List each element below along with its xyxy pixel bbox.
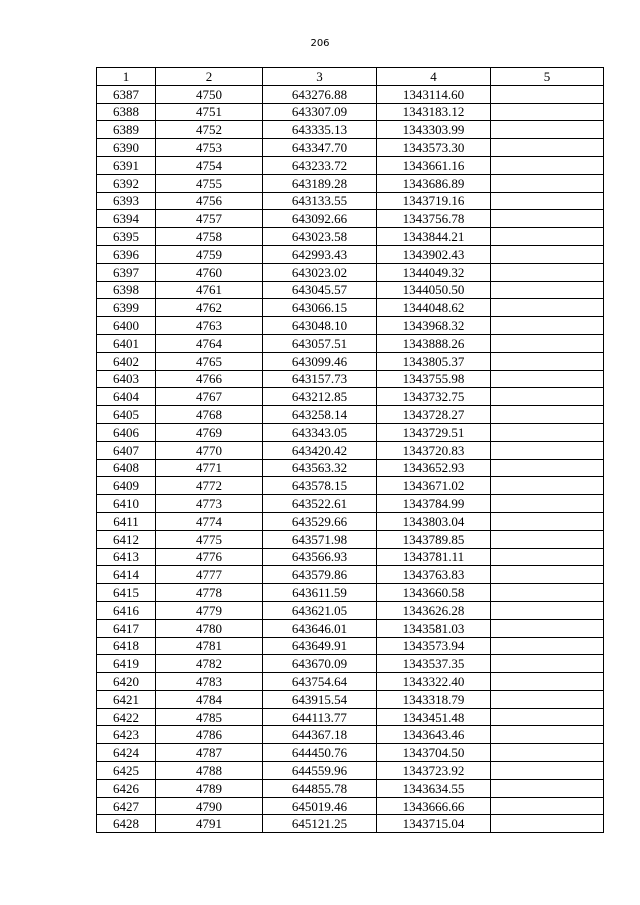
table-row (97, 121, 604, 139)
table-row (97, 762, 604, 780)
table-cell (491, 530, 604, 548)
column-header: 3 (263, 68, 377, 86)
table-cell: 1343634.55 (377, 779, 491, 797)
table-cell: 1343686.89 (377, 174, 491, 192)
table-cell: 6389 (97, 121, 156, 139)
table-cell (491, 726, 604, 744)
table-cell: 6394 (97, 210, 156, 228)
table-cell: 1343803.04 (377, 512, 491, 530)
table-cell (491, 370, 604, 388)
table-cell: 4750 (156, 85, 263, 103)
table-cell: 1344048.62 (377, 299, 491, 317)
table-row (97, 797, 604, 815)
table-row (97, 459, 604, 477)
table-row (97, 690, 604, 708)
table-cell (491, 406, 604, 424)
table-cell: 1343781.11 (377, 548, 491, 566)
table-cell: 1343573.94 (377, 637, 491, 655)
table-row (97, 512, 604, 530)
table-cell (491, 815, 604, 833)
table-cell: 6428 (97, 815, 156, 833)
table-cell (491, 210, 604, 228)
table-row (97, 637, 604, 655)
table-cell (491, 156, 604, 174)
table-cell: 6392 (97, 174, 156, 192)
table-cell: 1343322.40 (377, 673, 491, 691)
table-cell: 643915.54 (263, 690, 377, 708)
table-cell: 6402 (97, 352, 156, 370)
table-cell: 6396 (97, 245, 156, 263)
table-cell: 6395 (97, 228, 156, 246)
table-row (97, 744, 604, 762)
table-cell: 4781 (156, 637, 263, 655)
table-cell: 6410 (97, 495, 156, 513)
table-cell: 4758 (156, 228, 263, 246)
table-cell (491, 673, 604, 691)
table-cell (491, 139, 604, 157)
table-cell (491, 779, 604, 797)
table-cell: 643578.15 (263, 477, 377, 495)
table-cell: 4776 (156, 548, 263, 566)
table-cell: 6420 (97, 673, 156, 691)
table-cell: 6387 (97, 85, 156, 103)
table-row (97, 619, 604, 637)
table-cell: 4763 (156, 317, 263, 335)
table-cell (491, 103, 604, 121)
table-cell: 643099.46 (263, 352, 377, 370)
table-cell: 6418 (97, 637, 156, 655)
table-cell: 1343537.35 (377, 655, 491, 673)
table-cell (491, 317, 604, 335)
table-cell (491, 334, 604, 352)
table-cell: 6412 (97, 530, 156, 548)
table-cell: 643646.01 (263, 619, 377, 637)
table-cell: 1343755.98 (377, 370, 491, 388)
table-cell: 1343968.32 (377, 317, 491, 335)
table-cell: 6407 (97, 441, 156, 459)
table-cell (491, 459, 604, 477)
table-cell: 1343720.83 (377, 441, 491, 459)
table-cell: 4754 (156, 156, 263, 174)
table-cell (491, 548, 604, 566)
table-cell: 4783 (156, 673, 263, 691)
table-row (97, 673, 604, 691)
table-cell: 6406 (97, 423, 156, 441)
coordinates-table (96, 67, 604, 833)
table-row (97, 566, 604, 584)
table-row (97, 530, 604, 548)
table-cell: 643343.05 (263, 423, 377, 441)
table-cell: 6411 (97, 512, 156, 530)
table-cell: 4780 (156, 619, 263, 637)
table-cell: 4771 (156, 459, 263, 477)
table-cell: 643157.73 (263, 370, 377, 388)
table-cell: 4751 (156, 103, 263, 121)
table-cell: 643347.70 (263, 139, 377, 157)
table-cell: 6405 (97, 406, 156, 424)
table-cell: 6393 (97, 192, 156, 210)
table-cell: 6409 (97, 477, 156, 495)
table-cell: 1343715.04 (377, 815, 491, 833)
table-cell: 6426 (97, 779, 156, 797)
table-cell (491, 601, 604, 619)
table-row (97, 423, 604, 441)
table-cell: 6414 (97, 566, 156, 584)
table-cell: 644855.78 (263, 779, 377, 797)
table-row (97, 601, 604, 619)
table-cell: 1343719.16 (377, 192, 491, 210)
table-cell: 4778 (156, 584, 263, 602)
table-cell (491, 441, 604, 459)
table-cell: 1343729.51 (377, 423, 491, 441)
table-cell: 1343728.27 (377, 406, 491, 424)
table-cell: 6404 (97, 388, 156, 406)
table-cell: 1343756.78 (377, 210, 491, 228)
table-cell (491, 708, 604, 726)
table-cell (491, 512, 604, 530)
table-row (97, 352, 604, 370)
table-cell: 1343789.85 (377, 530, 491, 548)
table-row (97, 228, 604, 246)
table-cell: 4761 (156, 281, 263, 299)
table-cell (491, 423, 604, 441)
table-body (97, 85, 604, 832)
table-cell: 643335.13 (263, 121, 377, 139)
table-cell: 4777 (156, 566, 263, 584)
table-cell (491, 477, 604, 495)
table-cell: 4774 (156, 512, 263, 530)
table-cell: 4760 (156, 263, 263, 281)
table-row (97, 263, 604, 281)
table-cell: 6390 (97, 139, 156, 157)
table-cell: 6403 (97, 370, 156, 388)
table-cell: 643579.86 (263, 566, 377, 584)
table-cell: 643522.61 (263, 495, 377, 513)
table-row (97, 245, 604, 263)
table-cell (491, 228, 604, 246)
table-row (97, 299, 604, 317)
table-cell (491, 619, 604, 637)
table-cell: 643057.51 (263, 334, 377, 352)
table-cell: 4752 (156, 121, 263, 139)
table-cell: 1344049.32 (377, 263, 491, 281)
table-cell: 4784 (156, 690, 263, 708)
table-cell (491, 121, 604, 139)
table-cell (491, 566, 604, 584)
table-cell: 6399 (97, 299, 156, 317)
table-cell (491, 744, 604, 762)
table-cell: 4790 (156, 797, 263, 815)
table-cell: 6425 (97, 762, 156, 780)
table-cell: 1343805.37 (377, 352, 491, 370)
table-cell (491, 192, 604, 210)
table-cell: 1343652.93 (377, 459, 491, 477)
table-cell: 1343303.99 (377, 121, 491, 139)
table-cell: 4765 (156, 352, 263, 370)
table-cell (491, 174, 604, 192)
table-cell: 4769 (156, 423, 263, 441)
table-cell: 645121.25 (263, 815, 377, 833)
table-cell: 4785 (156, 708, 263, 726)
table-cell: 6422 (97, 708, 156, 726)
table-cell: 643023.02 (263, 263, 377, 281)
table-row (97, 815, 604, 833)
table-cell: 6397 (97, 263, 156, 281)
table-cell: 1343844.21 (377, 228, 491, 246)
table-cell: 643670.09 (263, 655, 377, 673)
table-cell: 644450.76 (263, 744, 377, 762)
table-cell: 643048.10 (263, 317, 377, 335)
table-cell (491, 245, 604, 263)
table-cell (491, 797, 604, 815)
table-cell: 643611.59 (263, 584, 377, 602)
table-row (97, 370, 604, 388)
table-cell: 4764 (156, 334, 263, 352)
table-cell (491, 584, 604, 602)
table-cell: 643212.85 (263, 388, 377, 406)
table-cell: 1343626.28 (377, 601, 491, 619)
table-cell: 643563.32 (263, 459, 377, 477)
table-cell: 1344050.50 (377, 281, 491, 299)
table-row (97, 334, 604, 352)
table-cell: 1343763.83 (377, 566, 491, 584)
table-cell: 4782 (156, 655, 263, 673)
table-cell: 4757 (156, 210, 263, 228)
table-row (97, 210, 604, 228)
table-cell: 643754.64 (263, 673, 377, 691)
table-cell: 643045.57 (263, 281, 377, 299)
table-cell: 4770 (156, 441, 263, 459)
table-cell: 1343784.99 (377, 495, 491, 513)
table-cell: 1343451.48 (377, 708, 491, 726)
table-row (97, 477, 604, 495)
table-cell: 4756 (156, 192, 263, 210)
table-cell: 6427 (97, 797, 156, 815)
table-cell: 4762 (156, 299, 263, 317)
table-cell: 1343114.60 (377, 85, 491, 103)
table-row (97, 779, 604, 797)
table-cell: 643066.15 (263, 299, 377, 317)
table-cell: 6424 (97, 744, 156, 762)
table-cell (491, 388, 604, 406)
table-row (97, 584, 604, 602)
table-cell: 643529.66 (263, 512, 377, 530)
table-cell (491, 299, 604, 317)
table-cell: 643566.93 (263, 548, 377, 566)
table-cell: 4787 (156, 744, 263, 762)
table-cell: 6398 (97, 281, 156, 299)
table-cell (491, 495, 604, 513)
table-row (97, 174, 604, 192)
table-cell: 1343573.30 (377, 139, 491, 157)
table-cell: 6416 (97, 601, 156, 619)
table-row (97, 708, 604, 726)
page-number: 206 (310, 38, 330, 49)
column-header: 1 (97, 68, 156, 86)
table-cell: 4755 (156, 174, 263, 192)
table-cell: 4788 (156, 762, 263, 780)
table-cell: 644113.77 (263, 708, 377, 726)
table-cell: 643092.66 (263, 210, 377, 228)
table-cell: 6401 (97, 334, 156, 352)
table-row (97, 317, 604, 335)
table-cell: 1343723.92 (377, 762, 491, 780)
table-cell: 6421 (97, 690, 156, 708)
table-cell: 4791 (156, 815, 263, 833)
table-cell: 1343704.50 (377, 744, 491, 762)
table-cell: 4786 (156, 726, 263, 744)
table-cell: 6413 (97, 548, 156, 566)
column-header: 2 (156, 68, 263, 86)
table-row (97, 726, 604, 744)
table-cell: 6417 (97, 619, 156, 637)
table-row (97, 388, 604, 406)
table-cell: 1343732.75 (377, 388, 491, 406)
table-cell: 4772 (156, 477, 263, 495)
table-row (97, 281, 604, 299)
table-row (97, 192, 604, 210)
table-cell: 1343660.58 (377, 584, 491, 602)
table-cell: 1343671.02 (377, 477, 491, 495)
table-cell: 4766 (156, 370, 263, 388)
table-cell: 1343581.03 (377, 619, 491, 637)
table-cell: 1343902.43 (377, 245, 491, 263)
table-row (97, 406, 604, 424)
table-cell: 644559.96 (263, 762, 377, 780)
column-header: 4 (377, 68, 491, 86)
table-cell: 643420.42 (263, 441, 377, 459)
column-header: 5 (491, 68, 604, 86)
table-cell: 643649.91 (263, 637, 377, 655)
table-cell: 4775 (156, 530, 263, 548)
table-row (97, 103, 604, 121)
table-row (97, 139, 604, 157)
table-cell: 643571.98 (263, 530, 377, 548)
table-cell (491, 762, 604, 780)
table-row (97, 85, 604, 103)
table-cell: 645019.46 (263, 797, 377, 815)
table-row (97, 655, 604, 673)
table-cell: 4753 (156, 139, 263, 157)
table-cell (491, 637, 604, 655)
table-cell: 4789 (156, 779, 263, 797)
table-cell: 1343643.46 (377, 726, 491, 744)
table-cell: 6419 (97, 655, 156, 673)
table-cell: 643189.28 (263, 174, 377, 192)
table-cell: 1343183.12 (377, 103, 491, 121)
table-cell: 643258.14 (263, 406, 377, 424)
table-cell: 642993.43 (263, 245, 377, 263)
table-cell: 6391 (97, 156, 156, 174)
table-cell (491, 690, 604, 708)
table-header-row (97, 68, 604, 86)
table-cell: 643133.55 (263, 192, 377, 210)
table-row (97, 441, 604, 459)
table-cell: 4767 (156, 388, 263, 406)
table-cell (491, 85, 604, 103)
table-row (97, 156, 604, 174)
table-cell: 1343318.79 (377, 690, 491, 708)
table-row (97, 548, 604, 566)
table-cell: 643621.05 (263, 601, 377, 619)
table-cell: 6388 (97, 103, 156, 121)
table-cell: 4773 (156, 495, 263, 513)
table-cell: 643307.09 (263, 103, 377, 121)
table-cell: 6408 (97, 459, 156, 477)
table-cell: 1343661.16 (377, 156, 491, 174)
table-cell (491, 352, 604, 370)
table-cell (491, 655, 604, 673)
table-cell: 643276.88 (263, 85, 377, 103)
table-cell: 644367.18 (263, 726, 377, 744)
table-cell (491, 263, 604, 281)
table-cell: 4779 (156, 601, 263, 619)
table-cell: 643233.72 (263, 156, 377, 174)
table-cell: 1343666.66 (377, 797, 491, 815)
table-cell: 6423 (97, 726, 156, 744)
table-cell: 1343888.26 (377, 334, 491, 352)
table-cell: 6415 (97, 584, 156, 602)
table-cell: 6400 (97, 317, 156, 335)
table-cell: 643023.58 (263, 228, 377, 246)
table-cell: 4759 (156, 245, 263, 263)
table-row (97, 495, 604, 513)
table-cell: 4768 (156, 406, 263, 424)
table-cell (491, 281, 604, 299)
